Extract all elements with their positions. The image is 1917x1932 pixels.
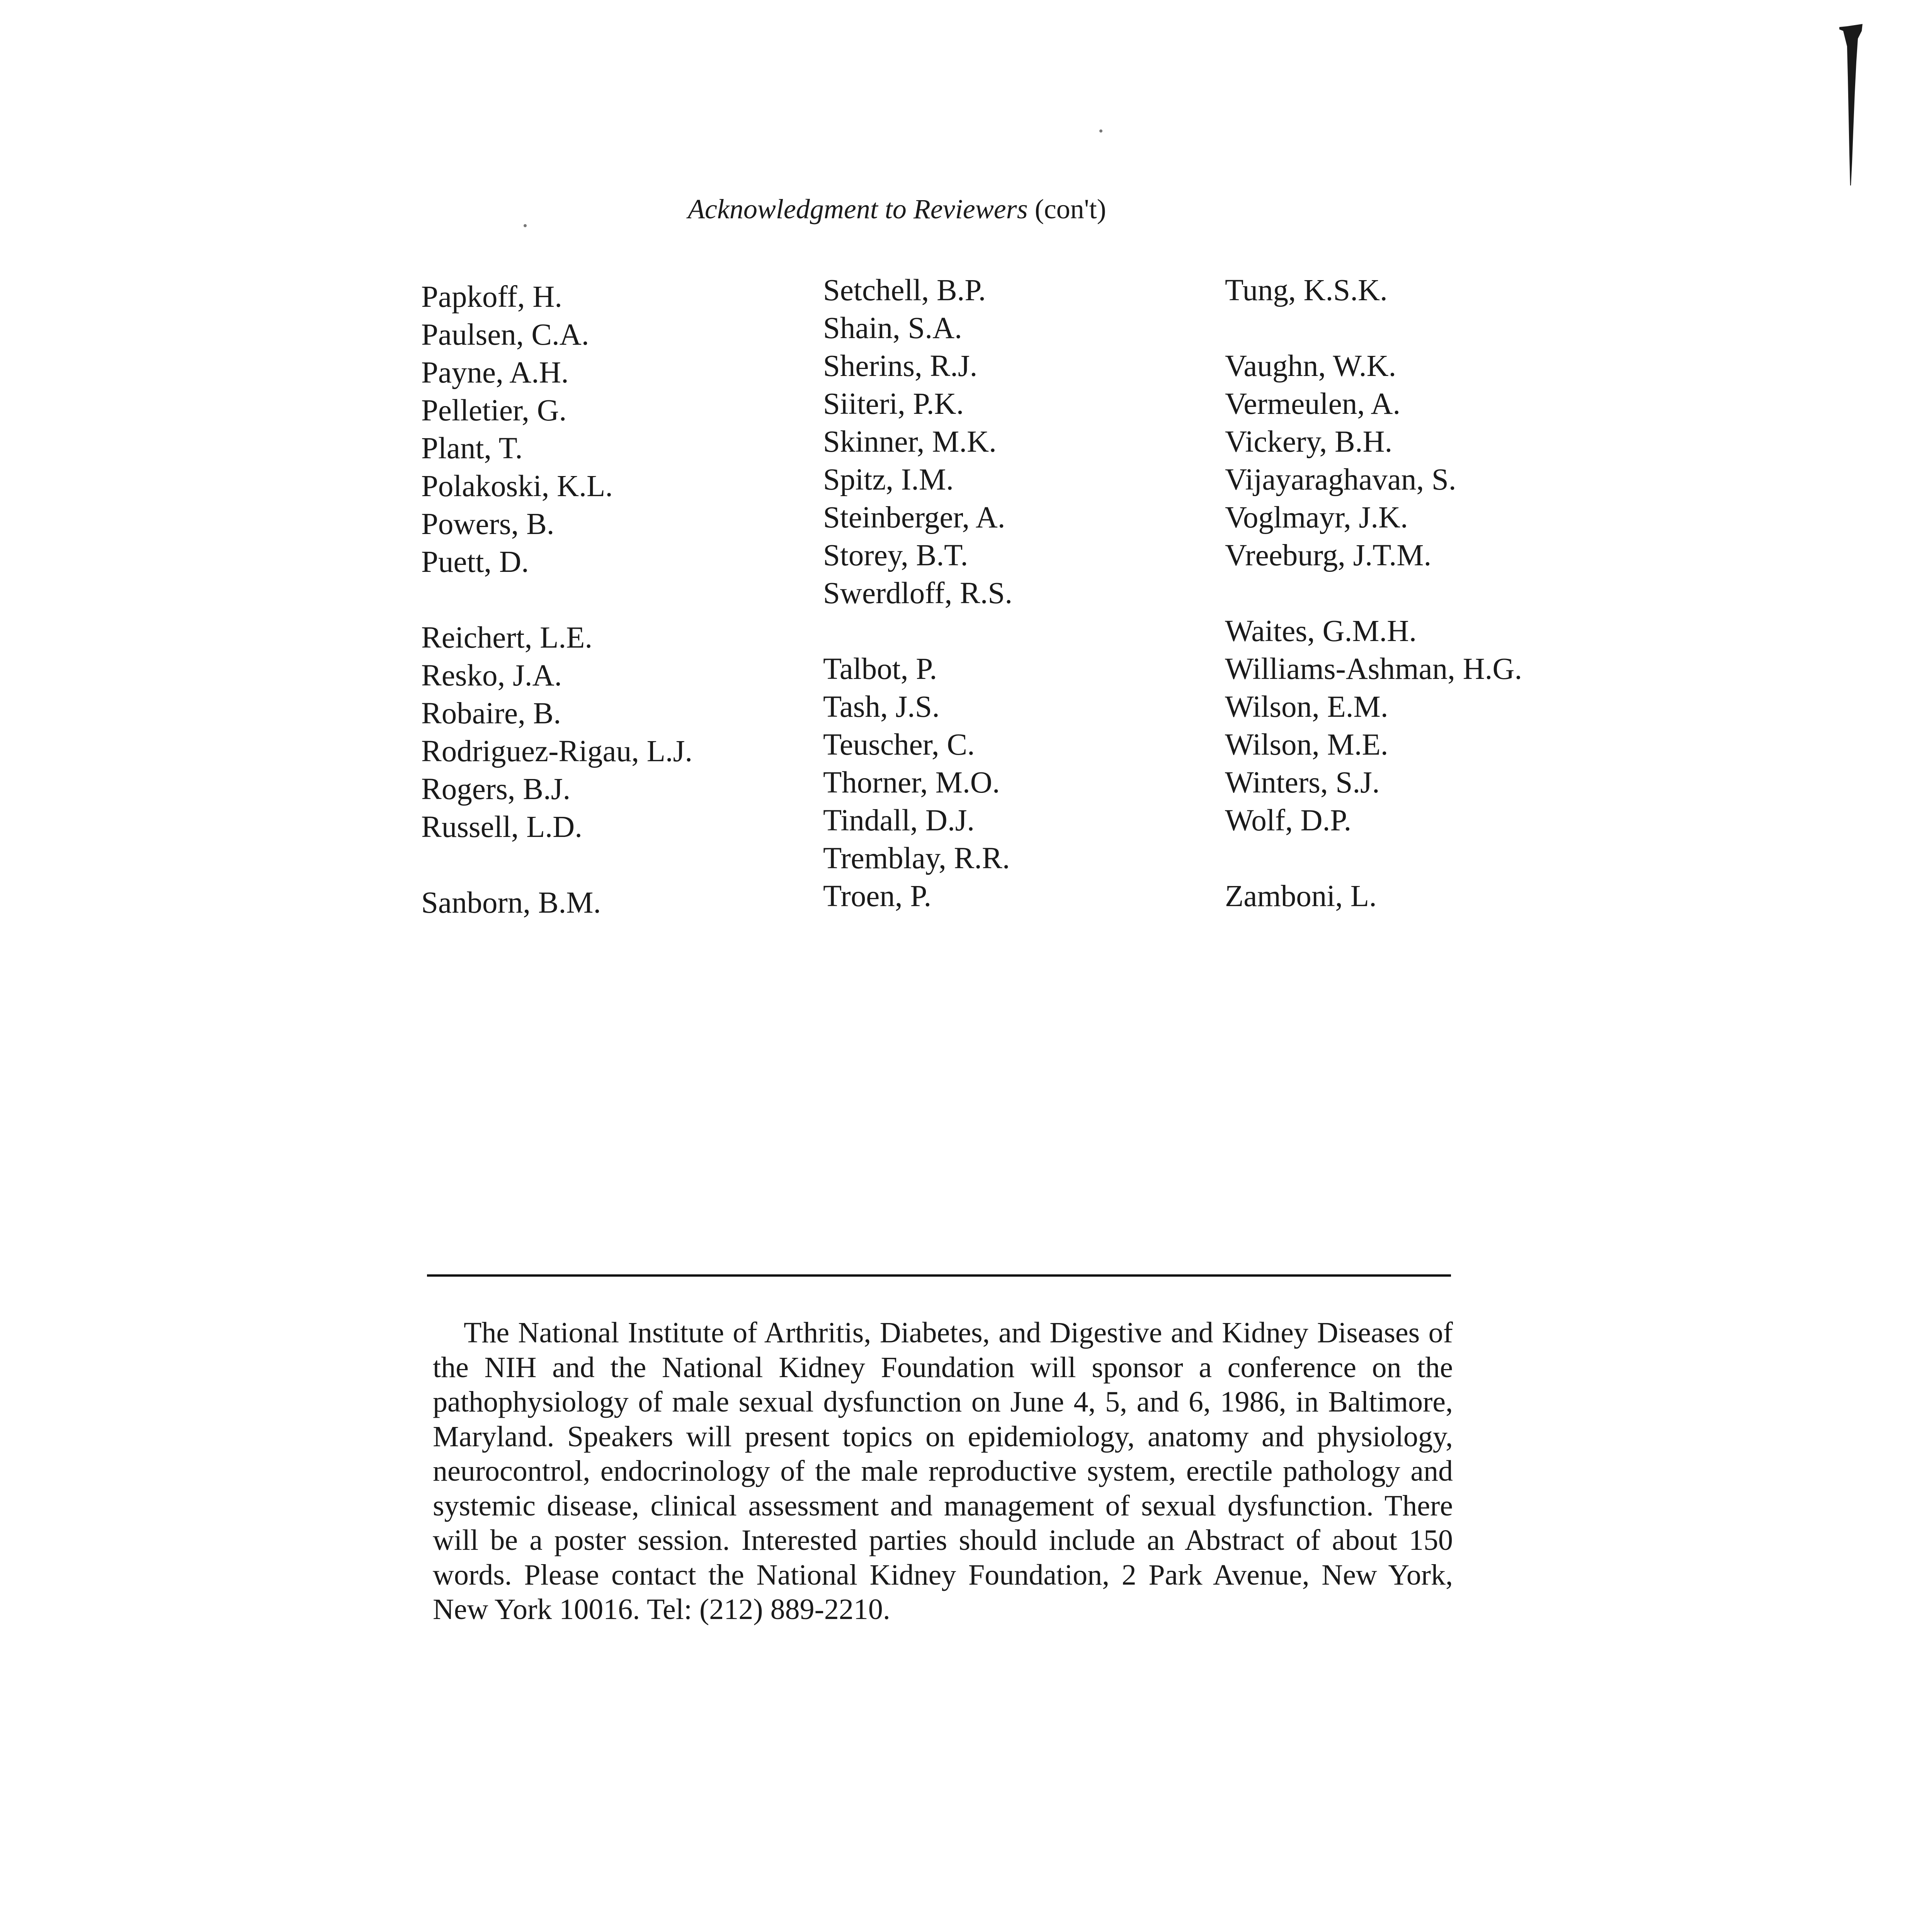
reviewer-column-3 bbox=[1225, 272, 1522, 915]
list-gap bbox=[1225, 575, 1522, 612]
list-gap bbox=[1225, 310, 1522, 347]
reviewer-name: Steinberger, A. bbox=[823, 501, 1005, 534]
reviewer-name: Zamboni, L. bbox=[1225, 879, 1377, 913]
reviewer-name: Troen, P. bbox=[823, 879, 932, 913]
list-gap bbox=[421, 846, 692, 884]
reviewer-name: Vijayaraghavan, S. bbox=[1225, 463, 1456, 497]
reviewer-name: Wilson, E.M. bbox=[1225, 690, 1388, 724]
reviewer-name: Vickery, B.H. bbox=[1225, 425, 1393, 459]
reviewer-name: Puett, D. bbox=[421, 545, 529, 579]
reviewer-name: Powers, B. bbox=[421, 507, 555, 541]
reviewer-name: Talbot, P. bbox=[823, 652, 937, 686]
reviewer-name: Robaire, B. bbox=[421, 697, 561, 730]
reviewer-name: Tung, K.S.K. bbox=[1225, 274, 1388, 307]
reviewer-name: Payne, A.H. bbox=[421, 356, 569, 389]
reviewer-name: Tash, J.S. bbox=[823, 690, 940, 724]
reviewer-name: Russell, L.D. bbox=[421, 810, 582, 844]
reviewer-name: Teuscher, C. bbox=[823, 728, 975, 762]
running-head-title: Acknowledgment to Reviewers bbox=[688, 194, 1028, 224]
reviewer-name: Plant, T. bbox=[421, 432, 523, 465]
reviewer-name: Rodriguez-Rigau, L.J. bbox=[421, 735, 693, 768]
scan-speck bbox=[1099, 129, 1102, 133]
reviewer-name: Shain, S.A. bbox=[823, 311, 962, 345]
list-gap bbox=[823, 612, 1012, 650]
reviewer-name: Tindall, D.J. bbox=[823, 804, 975, 837]
reviewer-name: Spitz, I.M. bbox=[823, 463, 954, 497]
reviewer-name: Waites, G.M.H. bbox=[1225, 614, 1417, 648]
reviewer-name: Voglmayr, J.K. bbox=[1225, 501, 1408, 534]
reviewer-column-1 bbox=[421, 278, 692, 922]
running-head bbox=[688, 195, 1106, 223]
reviewer-name: Reichert, L.E. bbox=[421, 621, 593, 655]
running-head-suffix: (con't) bbox=[1034, 194, 1106, 224]
reviewer-name: Resko, J.A. bbox=[421, 659, 562, 692]
list-gap bbox=[421, 581, 692, 619]
reviewer-name: Pelletier, G. bbox=[421, 394, 567, 427]
conference-notice: The National Institute of Arthritis, Diabetes, and Digestive and Kidney Diseases of the NIH and the National Kidney Foundation will sponsor a conference on the pathophysiology of male sexual dysfunction on June 4, 5, and 6, 1986, in Baltimore, Maryland. Speakers will present topics on epidemiology, anatomy and physiology, neurocontrol, endocrinology of the male reproductive system, erectile pathology and systemic disease, clinical assessment and management of sexual dysfunction. There will be a poster session. Interested parties should include an Abstract of about 150 words. Please contact the National Kidney Foundation, 2 Park Avenue, New York, New York 10016. Tel: (212) 889-2210. bbox=[433, 1316, 1453, 1626]
reviewer-name: Siiteri, P.K. bbox=[823, 387, 964, 421]
scan-edge-mark bbox=[1839, 15, 1863, 185]
reviewer-name: Setchell, B.P. bbox=[823, 274, 986, 307]
reviewer-name: Tremblay, R.R. bbox=[823, 842, 1010, 875]
reviewer-name: Paulsen, C.A. bbox=[421, 318, 589, 352]
section-divider bbox=[427, 1274, 1451, 1277]
reviewer-name: Williams-Ashman, H.G. bbox=[1225, 652, 1522, 686]
reviewer-column-2 bbox=[823, 272, 1012, 915]
reviewer-name: Polakoski, K.L. bbox=[421, 469, 613, 503]
reviewer-name: Wilson, M.E. bbox=[1225, 728, 1388, 762]
reviewer-name: Wolf, D.P. bbox=[1225, 804, 1352, 837]
reviewer-name: Papkoff, H. bbox=[421, 280, 562, 314]
reviewer-name: Winters, S.J. bbox=[1225, 766, 1380, 799]
reviewer-name: Thorner, M.O. bbox=[823, 766, 1000, 799]
reviewer-name: Sanborn, B.M. bbox=[421, 886, 601, 920]
reviewer-name: Swerdloff, R.S. bbox=[823, 577, 1013, 610]
reviewer-name: Storey, B.T. bbox=[823, 539, 968, 572]
reviewer-name: Vreeburg, J.T.M. bbox=[1225, 539, 1432, 572]
list-gap bbox=[1225, 840, 1522, 878]
reviewer-name: Rogers, B.J. bbox=[421, 772, 571, 806]
reviewer-name: Sherins, R.J. bbox=[823, 349, 978, 383]
scan-speck bbox=[524, 224, 527, 227]
reviewer-name: Skinner, M.K. bbox=[823, 425, 997, 459]
reviewer-name: Vermeulen, A. bbox=[1225, 387, 1401, 421]
reviewer-name: Vaughn, W.K. bbox=[1225, 349, 1397, 383]
